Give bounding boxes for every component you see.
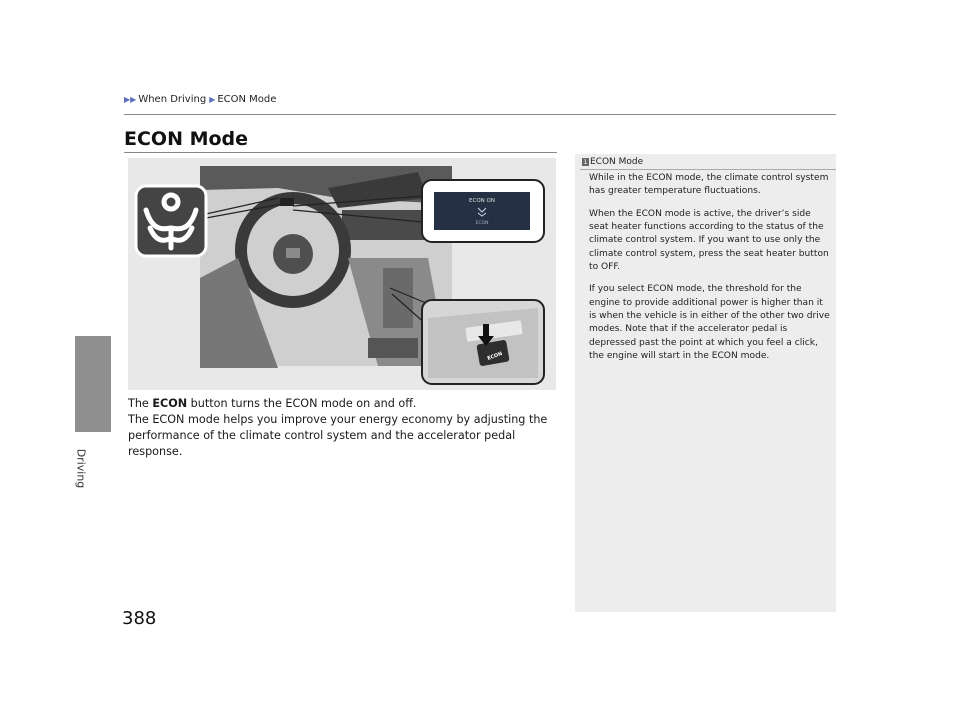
body-paragraph2: The ECON mode helps you improve your energy economy by adjusting the performance of the climate control system and the accelerator pedal response.	[128, 413, 548, 458]
econ-icon-box	[136, 186, 206, 256]
page-title: ECON Mode	[124, 128, 249, 150]
note-paragraph: If you select ECON mode, the threshold for the engine to provide additional power is higher than it is when the vehicle is in either of the other two drive modes. Note that if the accelerator pedal is depressed past the point at which you feel a click, the engine will start in the ECON mode.	[589, 284, 830, 362]
note-title	[582, 157, 643, 167]
note-number-icon: 1	[583, 158, 588, 166]
breadcrumb-level1[interactable]: When Driving	[138, 94, 207, 105]
screen-line1: ECON ON	[469, 198, 495, 204]
section-label-text: Driving	[74, 448, 88, 489]
console-buttons	[368, 338, 418, 358]
econ-button-label: ECON	[486, 350, 504, 362]
shifter-area	[383, 268, 413, 328]
note-paragraph: When the ECON mode is active, the driver’s side seat heater functions according to the status of the climate control system. If you want to use only the climate control system, press the seat heater button to OFF.	[589, 208, 829, 273]
display-callout	[422, 180, 544, 242]
section-label	[74, 440, 107, 500]
steering-logo	[286, 248, 300, 258]
section-tab	[75, 336, 111, 432]
note-title-text: ECON Mode	[590, 157, 644, 167]
note-rule	[580, 169, 836, 170]
econ-indicator-spot	[280, 198, 294, 206]
econ-term: ECON	[152, 397, 188, 410]
page-number: 388	[122, 608, 157, 629]
title-rule	[124, 152, 557, 153]
dashboard-illustration	[128, 158, 556, 390]
body-text	[128, 396, 568, 460]
screen-line2: ECON	[475, 221, 489, 226]
breadcrumb-arrow-icon: ▶	[209, 95, 216, 104]
breadcrumb-level2[interactable]: ECON Mode	[217, 94, 277, 105]
note-body	[589, 172, 831, 372]
button-callout	[422, 300, 544, 384]
note-paragraph: While in the ECON mode, the climate control system has greater temperature fluctuations.	[589, 173, 829, 197]
header-rule	[124, 114, 836, 115]
breadcrumb	[124, 94, 276, 105]
dashboard-illustration-svg	[128, 158, 556, 390]
body-line1: The ECON button turns the ECON mode on and off.	[128, 397, 417, 410]
breadcrumb-arrow-icon: ▶▶	[124, 95, 137, 104]
